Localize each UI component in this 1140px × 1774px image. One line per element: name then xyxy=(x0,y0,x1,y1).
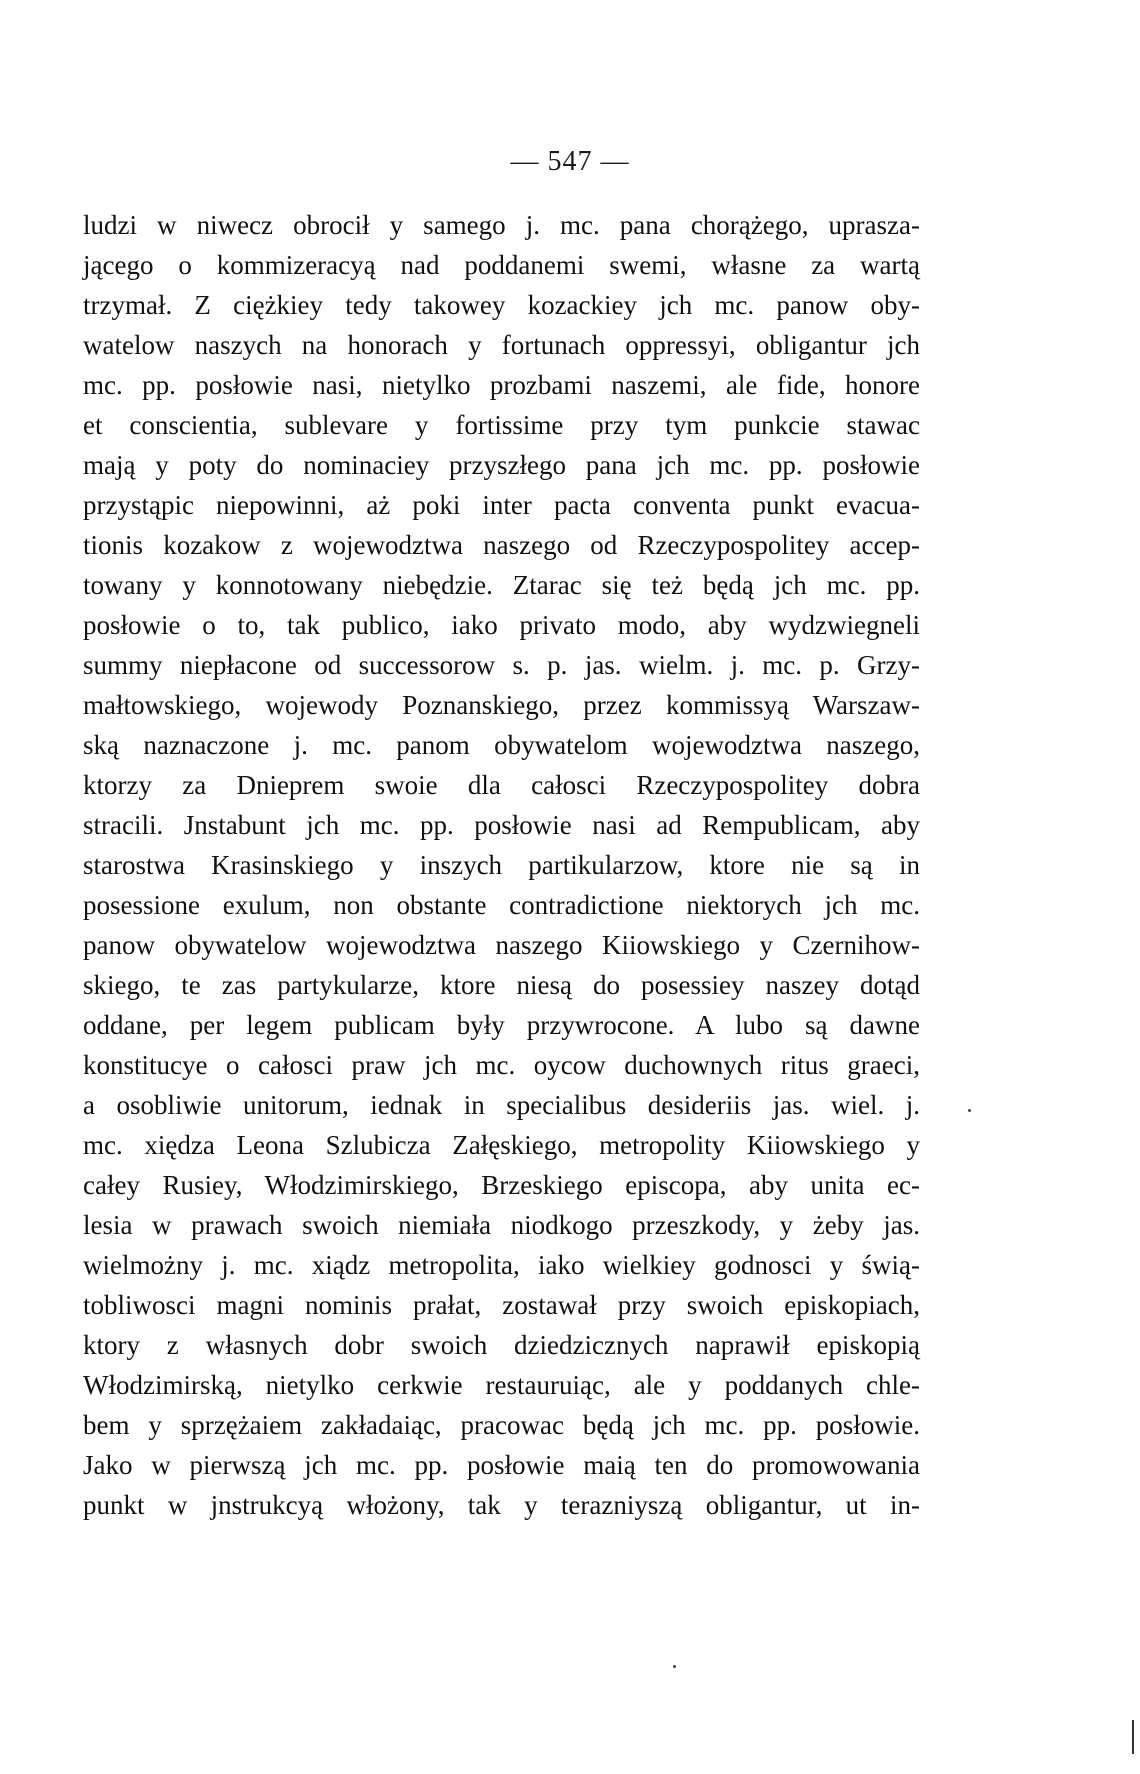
text-line: et conscientia, sublevare y fortissime przy tym punkcie stawac xyxy=(83,410,920,440)
text-line: punkt w jnstrukcyą włożony, tak y terazniyszą obligantur, ut in- xyxy=(83,1490,920,1520)
text-line: tionis kozakow z wojewodztwa naszego od Rzeczypospolitey accep- xyxy=(83,530,920,560)
text-line: a osobliwie unitorum, iednak in specialibus desideriis jas. wiel. j. xyxy=(83,1090,920,1120)
text-line: summy niepłacone od successorow s. p. jas. wielm. j. mc. p. Grzy- xyxy=(83,650,920,680)
text-line: ktorzy za Dnieprem swoie dla całosci Rzeczypospolitey dobra xyxy=(83,770,920,800)
text-line: lesia w prawach swoich niemiała niodkogo przeszkody, y żeby jas. xyxy=(83,1210,920,1240)
text-line: małtowskiego, wojewody Poznanskiego, przez kommissyą Warszaw- xyxy=(83,690,920,720)
text-line: bem y sprzężaiem zakładaiąc, pracowac będą jch mc. pp. posłowie. xyxy=(83,1410,920,1440)
text-line: mc. xiędza Leona Szlubicza Załęskiego, metropolity Kiiowskiego y xyxy=(83,1130,920,1160)
text-line: przystąpic niepowinni, aż poki inter pacta conventa punkt evacua- xyxy=(83,490,920,520)
scan-edge-mark xyxy=(1132,1720,1134,1754)
text-line: Włodzimirską, nietylko cerkwie restauruiąc, ale y poddanych chle- xyxy=(83,1370,920,1400)
text-line: Jako w pierwszą jch mc. pp. posłowie maią ten do promowowania xyxy=(83,1450,920,1480)
text-line: starostwa Krasinskiego y inszych partikularzow, ktore nie są in xyxy=(83,850,920,880)
text-line: tobliwosci magni nominis prałat, zostawał przy swoich episkopiach, xyxy=(83,1290,920,1320)
text-line: ską naznaczone j. mc. panom obywatelom wojewodztwa naszego, xyxy=(83,730,920,760)
text-line: panow obywatelow wojewodztwa naszego Kiiowskiego y Czernihow- xyxy=(83,930,920,960)
text-line: mc. pp. posłowie nasi, nietylko prozbami naszemi, ale fide, honore xyxy=(83,370,920,400)
ink-speck xyxy=(968,1109,971,1112)
text-line: skiego, te zas partykularze, ktore niesą do posessiey naszey dotąd xyxy=(83,970,920,1000)
text-line: ktory z własnych dobr swoich dziedzicznych naprawił episkopią xyxy=(83,1330,920,1360)
text-line: ludzi w niwecz obrocił y samego j. mc. pana chorążego, uprasza- xyxy=(83,210,920,240)
text-line: posessione exulum, non obstante contradictione niektorych jch mc. xyxy=(83,890,920,920)
text-line: jącego o kommizeracyą nad poddanemi swemi, własne za wartą xyxy=(83,250,920,280)
text-line: całey Rusiey, Włodzimirskiego, Brzeskiego episcopa, aby unita ec- xyxy=(83,1170,920,1200)
text-line: watelow naszych na honorach y fortunach oppressyi, obligantur jch xyxy=(83,330,920,360)
text-line: wielmożny j. mc. xiądz metropolita, iako wielkiey godnosci y świą- xyxy=(83,1250,920,1280)
text-line: trzymał. Z ciężkiey tedy takowey kozackiey jch mc. panow oby- xyxy=(83,290,920,320)
text-line: towany y konnotowany niebędzie. Ztarac się też będą jch mc. pp. xyxy=(83,570,920,600)
text-line: stracili. Jnstabunt jch mc. pp. posłowie nasi ad Rempublicam, aby xyxy=(83,810,920,840)
text-line: oddane, per legem publicam były przywrocone. A lubo są dawne xyxy=(83,1010,920,1040)
body-text xyxy=(83,205,920,1525)
text-line: posłowie o to, tak publico, iako privato modo, aby wydzwiegneli xyxy=(83,610,920,640)
text-line: konstitucye o całosci praw jch mc. oycow duchownych ritus graeci, xyxy=(83,1050,920,1080)
page-number: — 547 — xyxy=(510,146,630,177)
ink-speck xyxy=(673,1665,676,1668)
text-line: mają y poty do nominaciey przyszłego pana jch mc. pp. posłowie xyxy=(83,450,920,480)
